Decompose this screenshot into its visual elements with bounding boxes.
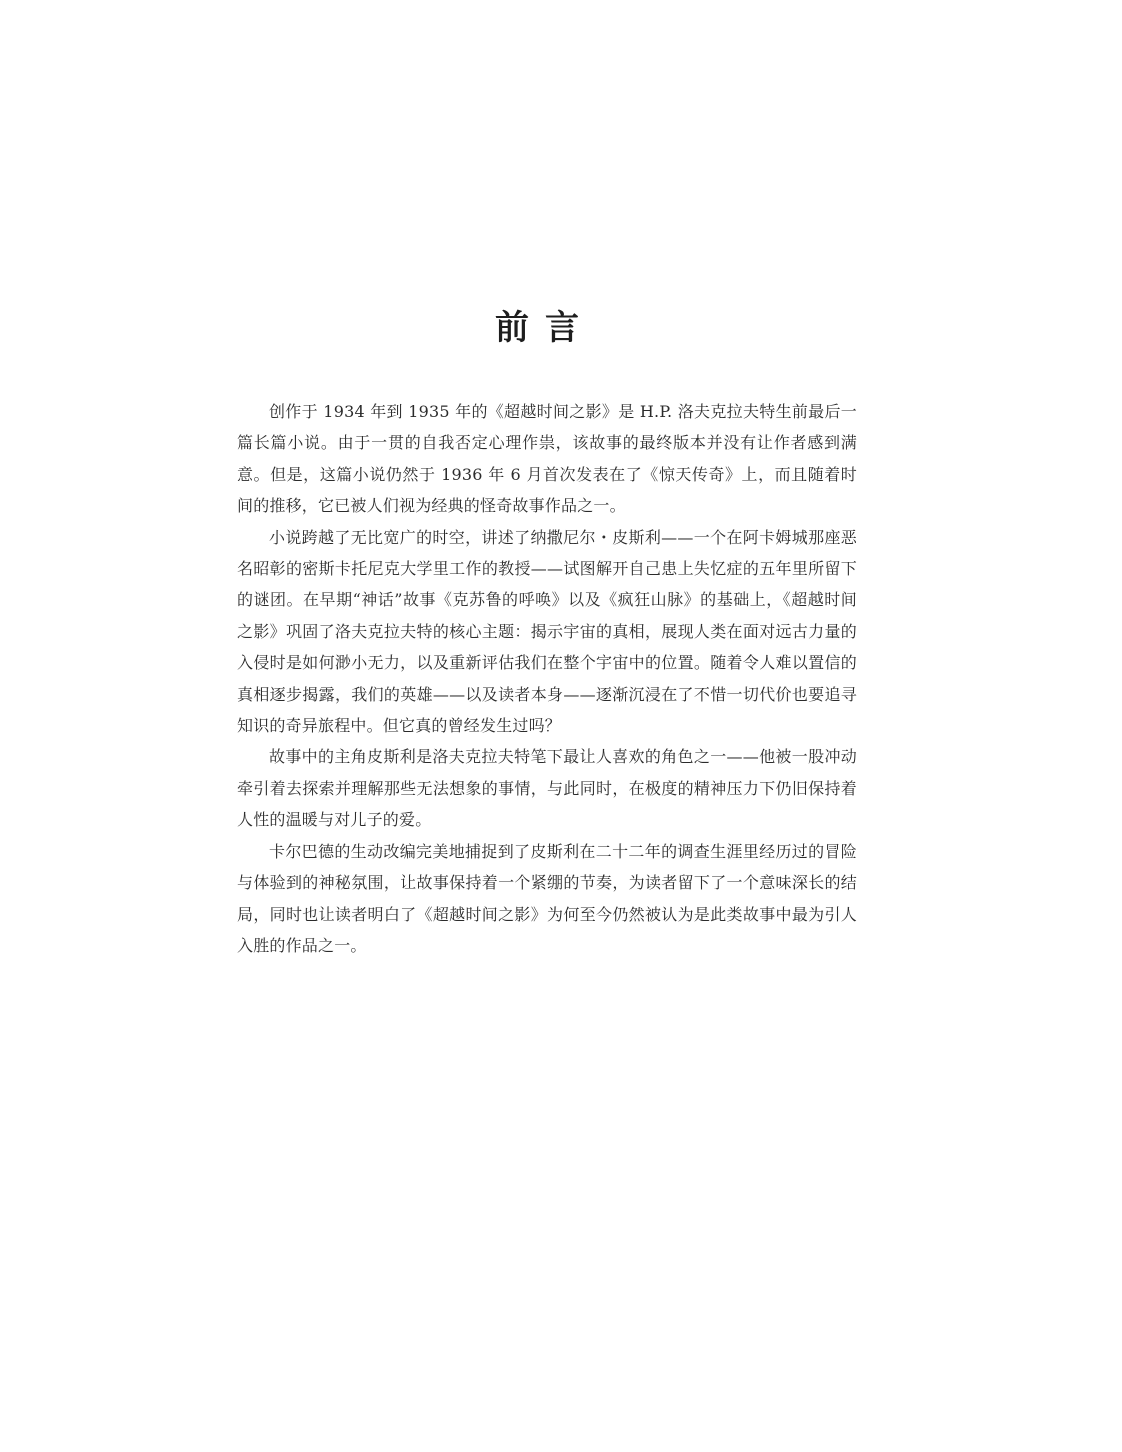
paragraph-1: 创作于 1934 年到 1935 年的《超越时间之影》是 H.P. 洛夫克拉夫特生前最后一篇长篇小说。由于一贯的自我否定心理作祟，该故事的最终版本并没有让作者感到满意。但是，这篇小说仍然于 1936 年 6 月首次发表在了《惊天传奇》上，而且随着时间的推移，它已被人们视为经典的怪奇故事作品之一。 <box>237 402 857 516</box>
paragraph-2: 小说跨越了无比宽广的时空，讲述了纳撒尼尔・皮斯利——一个在阿卡姆城那座恶名昭彰的密斯卡托尼克大学里工作的教授——试图解开自己患上失忆症的五年里所留下的谜团。在早期“神话”故事《克苏鲁的呼唤》以及《疯狂山脉》的基础上，《超越时间之影》巩固了洛夫克拉夫特的核心主题：揭示宇宙的真相，展现人类在面对远古力量的入侵时是如何渺小无力，以及重新评估我们在整个宇宙中的位置。随着令人难以置信的真相逐步揭露，我们的英雄——以及读者本身——逐渐沉浸在了不惜一切代价也要追寻知识的奇异旅程中。但它真的曾经发生过吗？ <box>237 527 857 736</box>
preface-body <box>237 396 857 961</box>
paragraph-3: 故事中的主角皮斯利是洛夫克拉夫特笔下最让人喜欢的角色之一——他被一股冲动牵引着去探索并理解那些无法想象的事情，与此同时，在极度的精神压力下仍旧保持着人性的温暖与对儿子的爱。 <box>237 747 857 830</box>
page-title: 前言 <box>495 308 595 348</box>
paragraph-4: 卡尔巴德的生动改编完美地捕捉到了皮斯利在二十二年的调查生涯里经历过的冒险与体验到的神秘氛围，让故事保持着一个紧绷的节奏，为读者留下了一个意味深长的结局，同时也让读者明白了《超越时间之影》为何至今仍然被认为是此类故事中最为引人入胜的作品之一。 <box>237 841 857 955</box>
